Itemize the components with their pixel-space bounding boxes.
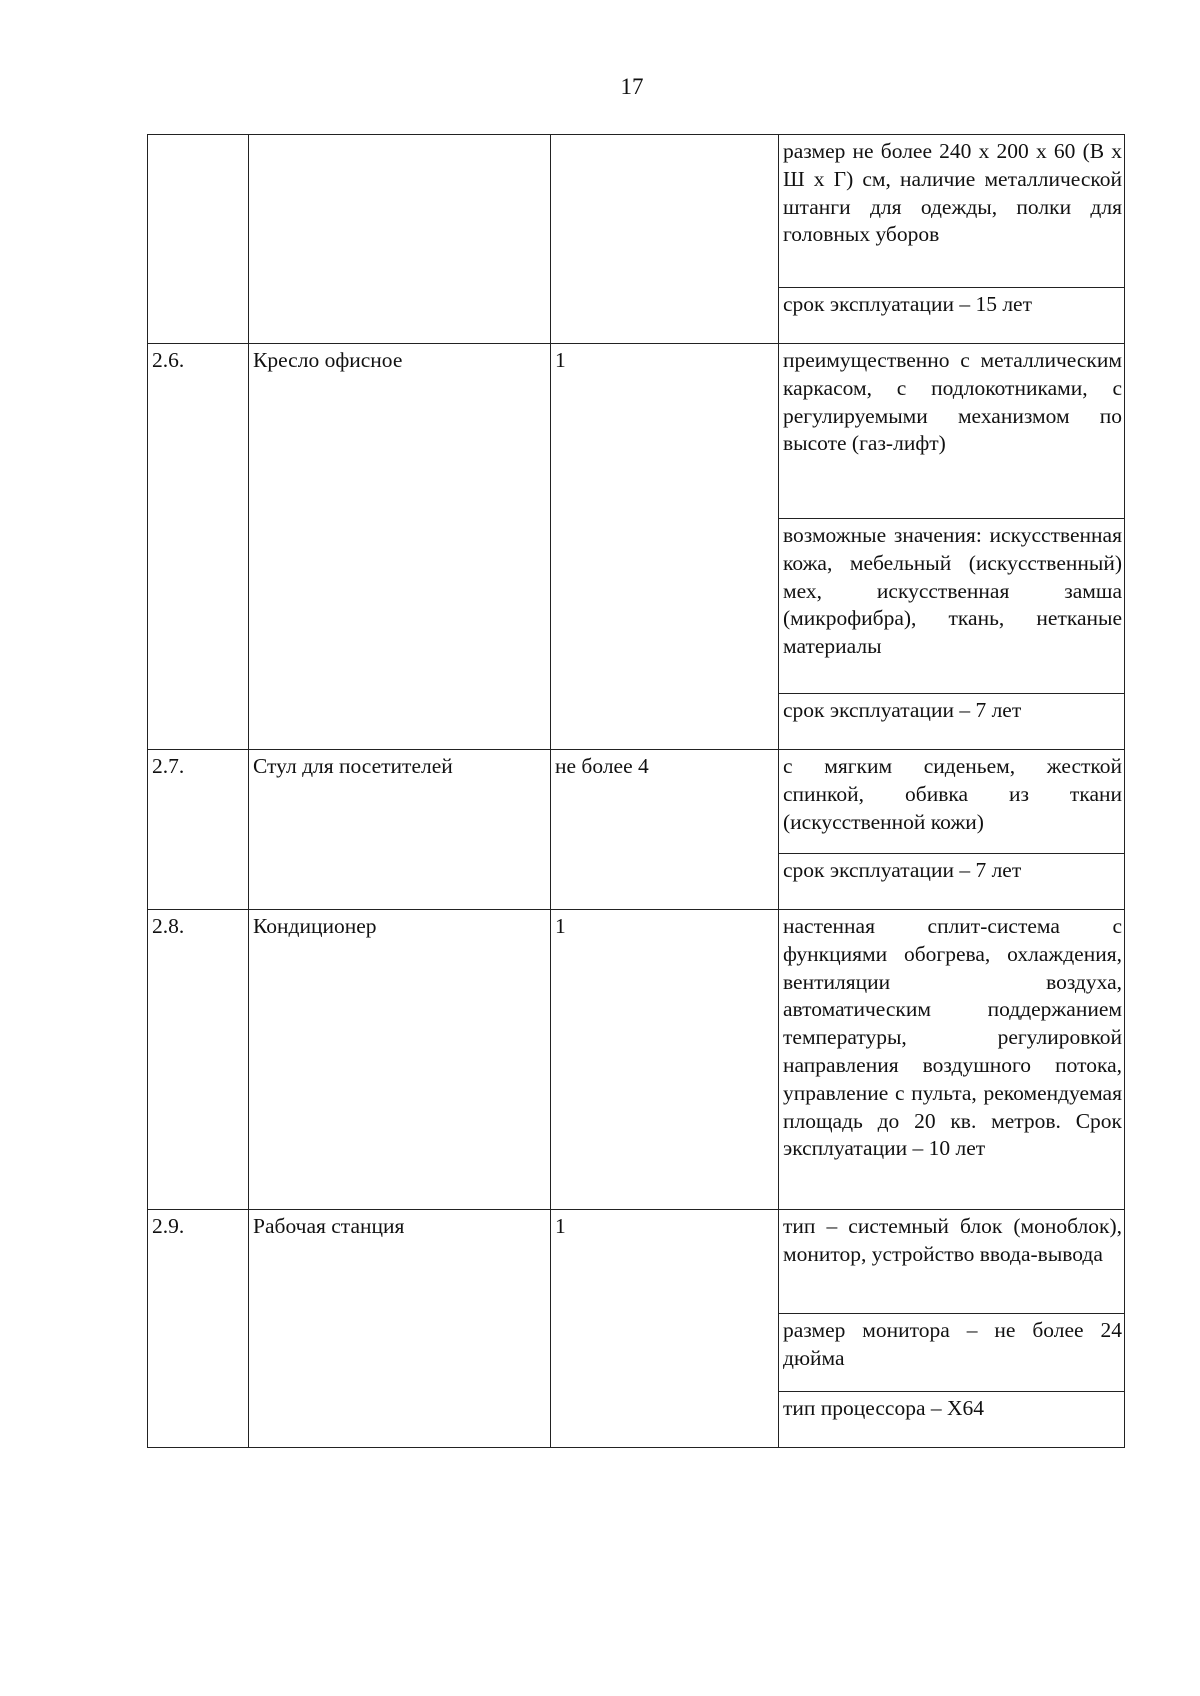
item-quantity-cell: не более 4 xyxy=(551,750,779,910)
item-spec-cell: срок эксплуатации – 7 лет xyxy=(779,694,1125,750)
item-quantity-cell: 1 xyxy=(551,910,779,1210)
table-row xyxy=(148,344,1125,519)
item-number-cell: 2.7. xyxy=(148,750,249,910)
table-row xyxy=(148,750,1125,854)
item-name-cell xyxy=(249,135,551,344)
item-quantity-cell: 1 xyxy=(551,344,779,750)
item-quantity-cell: 1 xyxy=(551,1210,779,1448)
item-spec-cell: размер не более 240 х 200 х 60 (В х Ш х Г) см, наличие металлической штанги для одежды, полки для головных уборов xyxy=(779,135,1125,288)
item-number-cell: 2.6. xyxy=(148,344,249,750)
item-number-cell: 2.8. xyxy=(148,910,249,1210)
item-spec-cell: срок эксплуатации – 7 лет xyxy=(779,854,1125,910)
specification-table xyxy=(147,134,1125,1448)
item-spec-cell: возможные значения: искусственная кожа, мебельный (искусственный) мех, искусственная замша (микрофибра), ткань, нетканые материалы xyxy=(779,519,1125,694)
table-row xyxy=(148,1210,1125,1314)
item-spec-cell: настенная сплит-система с функциями обогрева, охлаждения, вентиляции воздуха, автоматическим поддержанием температуры, регулировкой направления воздушного потока, управление с пульта, рекомендуемая площадь до 20 кв. метров. Срок эксплуатации – 10 лет xyxy=(779,910,1125,1210)
item-spec-cell: тип – системный блок (моноблок), монитор, устройство ввода-вывода xyxy=(779,1210,1125,1314)
item-spec-cell: с мягким сиденьем, жесткой спинкой, обивка из ткани (искусственной кожи) xyxy=(779,750,1125,854)
table-row xyxy=(148,135,1125,288)
item-spec-cell: тип процессора – X64 xyxy=(779,1392,1125,1448)
item-name-cell: Стул для посетителей xyxy=(249,750,551,910)
item-spec-cell: размер монитора – не более 24 дюйма xyxy=(779,1314,1125,1392)
table-row xyxy=(148,910,1125,1210)
item-number-cell xyxy=(148,135,249,344)
item-spec-cell: преимущественно с металлическим каркасом, с подлокотниками, с регулируемыми механизмом по высоте (газ-лифт) xyxy=(779,344,1125,519)
item-quantity-cell xyxy=(551,135,779,344)
page-number: 17 xyxy=(620,74,644,99)
item-number-cell: 2.9. xyxy=(148,1210,249,1448)
item-name-cell: Кондиционер xyxy=(249,910,551,1210)
item-name-cell: Рабочая станция xyxy=(249,1210,551,1448)
item-name-cell: Кресло офисное xyxy=(249,344,551,750)
item-spec-cell: срок эксплуатации – 15 лет xyxy=(779,288,1125,344)
